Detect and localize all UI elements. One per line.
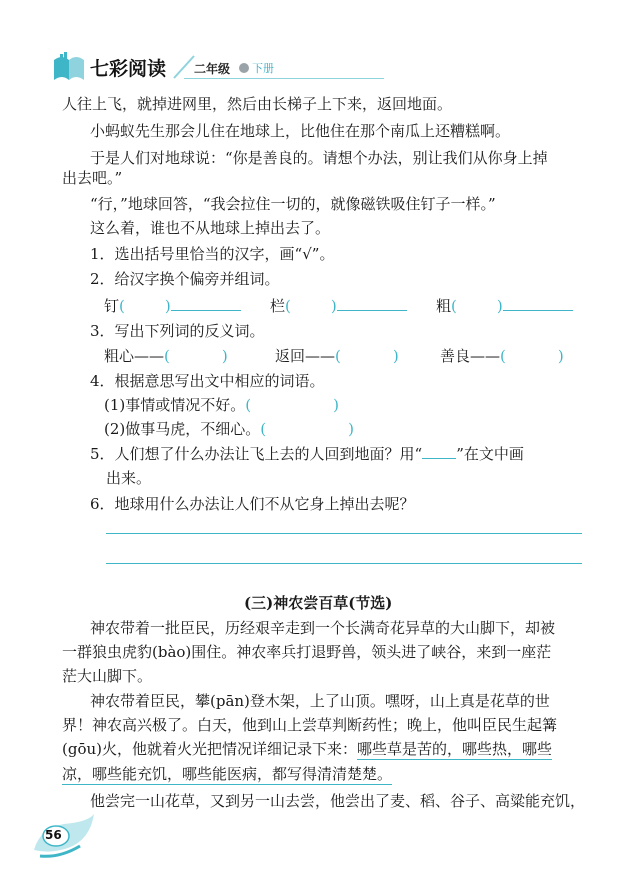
passage-line: 出去吧。” bbox=[62, 169, 123, 187]
question-3: 3．写出下列词的反义词。 bbox=[90, 322, 265, 340]
paren-close: ) bbox=[348, 420, 354, 438]
header-rule bbox=[184, 78, 384, 79]
paren-open: ( bbox=[260, 420, 267, 438]
q3-row bbox=[104, 345, 228, 366]
passage-line: 神农带着臣民，攀(pān)登木架，上了山顶。嘿呀，山上真是花草的世 bbox=[90, 692, 550, 710]
paren-open: ( bbox=[500, 347, 506, 365]
word-line[interactable] bbox=[503, 296, 573, 311]
header-volume: 下册 bbox=[252, 62, 274, 75]
paren-close: ) bbox=[557, 347, 564, 365]
q3-word: 粗心—— bbox=[104, 347, 165, 365]
answer-line[interactable] bbox=[106, 563, 582, 564]
passage-line: 他尝完一山花草，又到另一山去尝，他尝出了麦、稻、谷子、高粱能充饥， bbox=[90, 792, 586, 810]
passage-line: 茫大山脚下。 bbox=[62, 667, 153, 685]
passage-line bbox=[62, 738, 552, 759]
paren-open: ( bbox=[164, 347, 170, 365]
q5-text: ”在文中画 bbox=[456, 445, 524, 463]
passage-line: 小蚂蚁先生那会儿住在地球上，比他住在那个南瓜上还糟糕啊。 bbox=[90, 122, 511, 140]
question-6: 6．地球用什么办法让人们不从它身上掉出去呢？ bbox=[90, 495, 415, 513]
q2-char: 栏 bbox=[270, 297, 286, 315]
passage-line: 一群狼虫虎豹(bào)围住。神农率兵打退野兽，领头进了峡谷，来到一座茫 bbox=[62, 643, 552, 661]
q4-item-text: (2)做事马虎，不细心。 bbox=[104, 420, 261, 438]
passage-line: 界！神农高兴极了。白天，他到山上尝草判断药性；晚上，他叫臣民生起篝 bbox=[62, 716, 558, 734]
page-number: 56 bbox=[45, 828, 62, 842]
paren-open: ( bbox=[285, 297, 291, 315]
passage-line: 这么着，谁也不从地球上掉出去了。 bbox=[90, 219, 331, 237]
question-2: 2．给汉字换个偏旁并组词。 bbox=[90, 270, 280, 288]
page-number-badge-icon bbox=[30, 810, 100, 860]
question-5 bbox=[90, 443, 524, 464]
underlined-sentence: 凉，哪些能充饥，哪些能医病，都写得清清楚楚。 bbox=[62, 765, 393, 783]
passage-line bbox=[62, 763, 392, 784]
q2-row bbox=[104, 295, 241, 316]
q2-row bbox=[436, 295, 573, 316]
q4-item-text: (1)事情或情况不好。 bbox=[104, 396, 246, 414]
answer-line[interactable] bbox=[106, 533, 582, 534]
passage-line: 于是人们对地球说：“你是善良的。请想个办法，别让我们从你身上掉 bbox=[90, 149, 548, 167]
header-title: 七彩阅读 bbox=[90, 58, 167, 80]
header bbox=[0, 0, 638, 90]
paren-close: ) bbox=[333, 396, 339, 414]
q2-char: 钉 bbox=[104, 297, 120, 315]
question-4: 4．根据意思写出文中相应的词语。 bbox=[90, 372, 325, 390]
passage-line: 神农带着一批臣民，历经艰辛走到一个长满奇花异草的大山脚下，却被 bbox=[90, 619, 556, 637]
paren-close: ) bbox=[392, 347, 399, 365]
q3-row bbox=[440, 345, 564, 366]
q2-row bbox=[270, 295, 407, 316]
paren-close: ) bbox=[164, 297, 171, 315]
paren-open: ( bbox=[119, 297, 125, 315]
passage-line: “行，”地球回答，“我会拉住一切的，就像磁铁吸住钉子一样。” bbox=[90, 195, 496, 213]
paren-close: ) bbox=[496, 297, 503, 315]
passage-text: (gōu)火，他就着火光把情况详细记录下来： bbox=[62, 740, 357, 758]
q2-char: 粗 bbox=[436, 297, 452, 315]
question-1: 1．选出括号里恰当的汉字，画“√”。 bbox=[90, 245, 335, 263]
word-line[interactable] bbox=[337, 296, 407, 311]
paren-open: ( bbox=[245, 396, 252, 414]
book-logo-icon bbox=[52, 52, 86, 82]
q3-word: 返回—— bbox=[275, 347, 336, 365]
paren-close: ) bbox=[330, 297, 337, 315]
paren-open: ( bbox=[451, 297, 457, 315]
header-grade: 二年级 bbox=[194, 62, 231, 76]
question-5-cont: 出来。 bbox=[106, 469, 152, 487]
q4-item bbox=[104, 418, 354, 439]
paren-close: ) bbox=[221, 347, 228, 365]
section-title: (三)神农尝百草(节选) bbox=[244, 594, 393, 612]
passage-line: 人往上飞，就掉进网里，然后由长梯子上下来，返回地面。 bbox=[62, 95, 453, 113]
underline-symbol bbox=[422, 444, 456, 459]
q5-text: 5．人们想了什么办法让飞上去的人回到地面？用“ bbox=[90, 445, 423, 463]
q4-item bbox=[104, 394, 339, 415]
q3-word: 善良—— bbox=[440, 347, 501, 365]
paren-open: ( bbox=[335, 347, 341, 365]
q3-row bbox=[275, 345, 399, 366]
dot-icon bbox=[239, 63, 249, 73]
underlined-sentence: 哪些草是苦的，哪些热，哪些 bbox=[357, 740, 553, 758]
word-line[interactable] bbox=[171, 296, 241, 311]
